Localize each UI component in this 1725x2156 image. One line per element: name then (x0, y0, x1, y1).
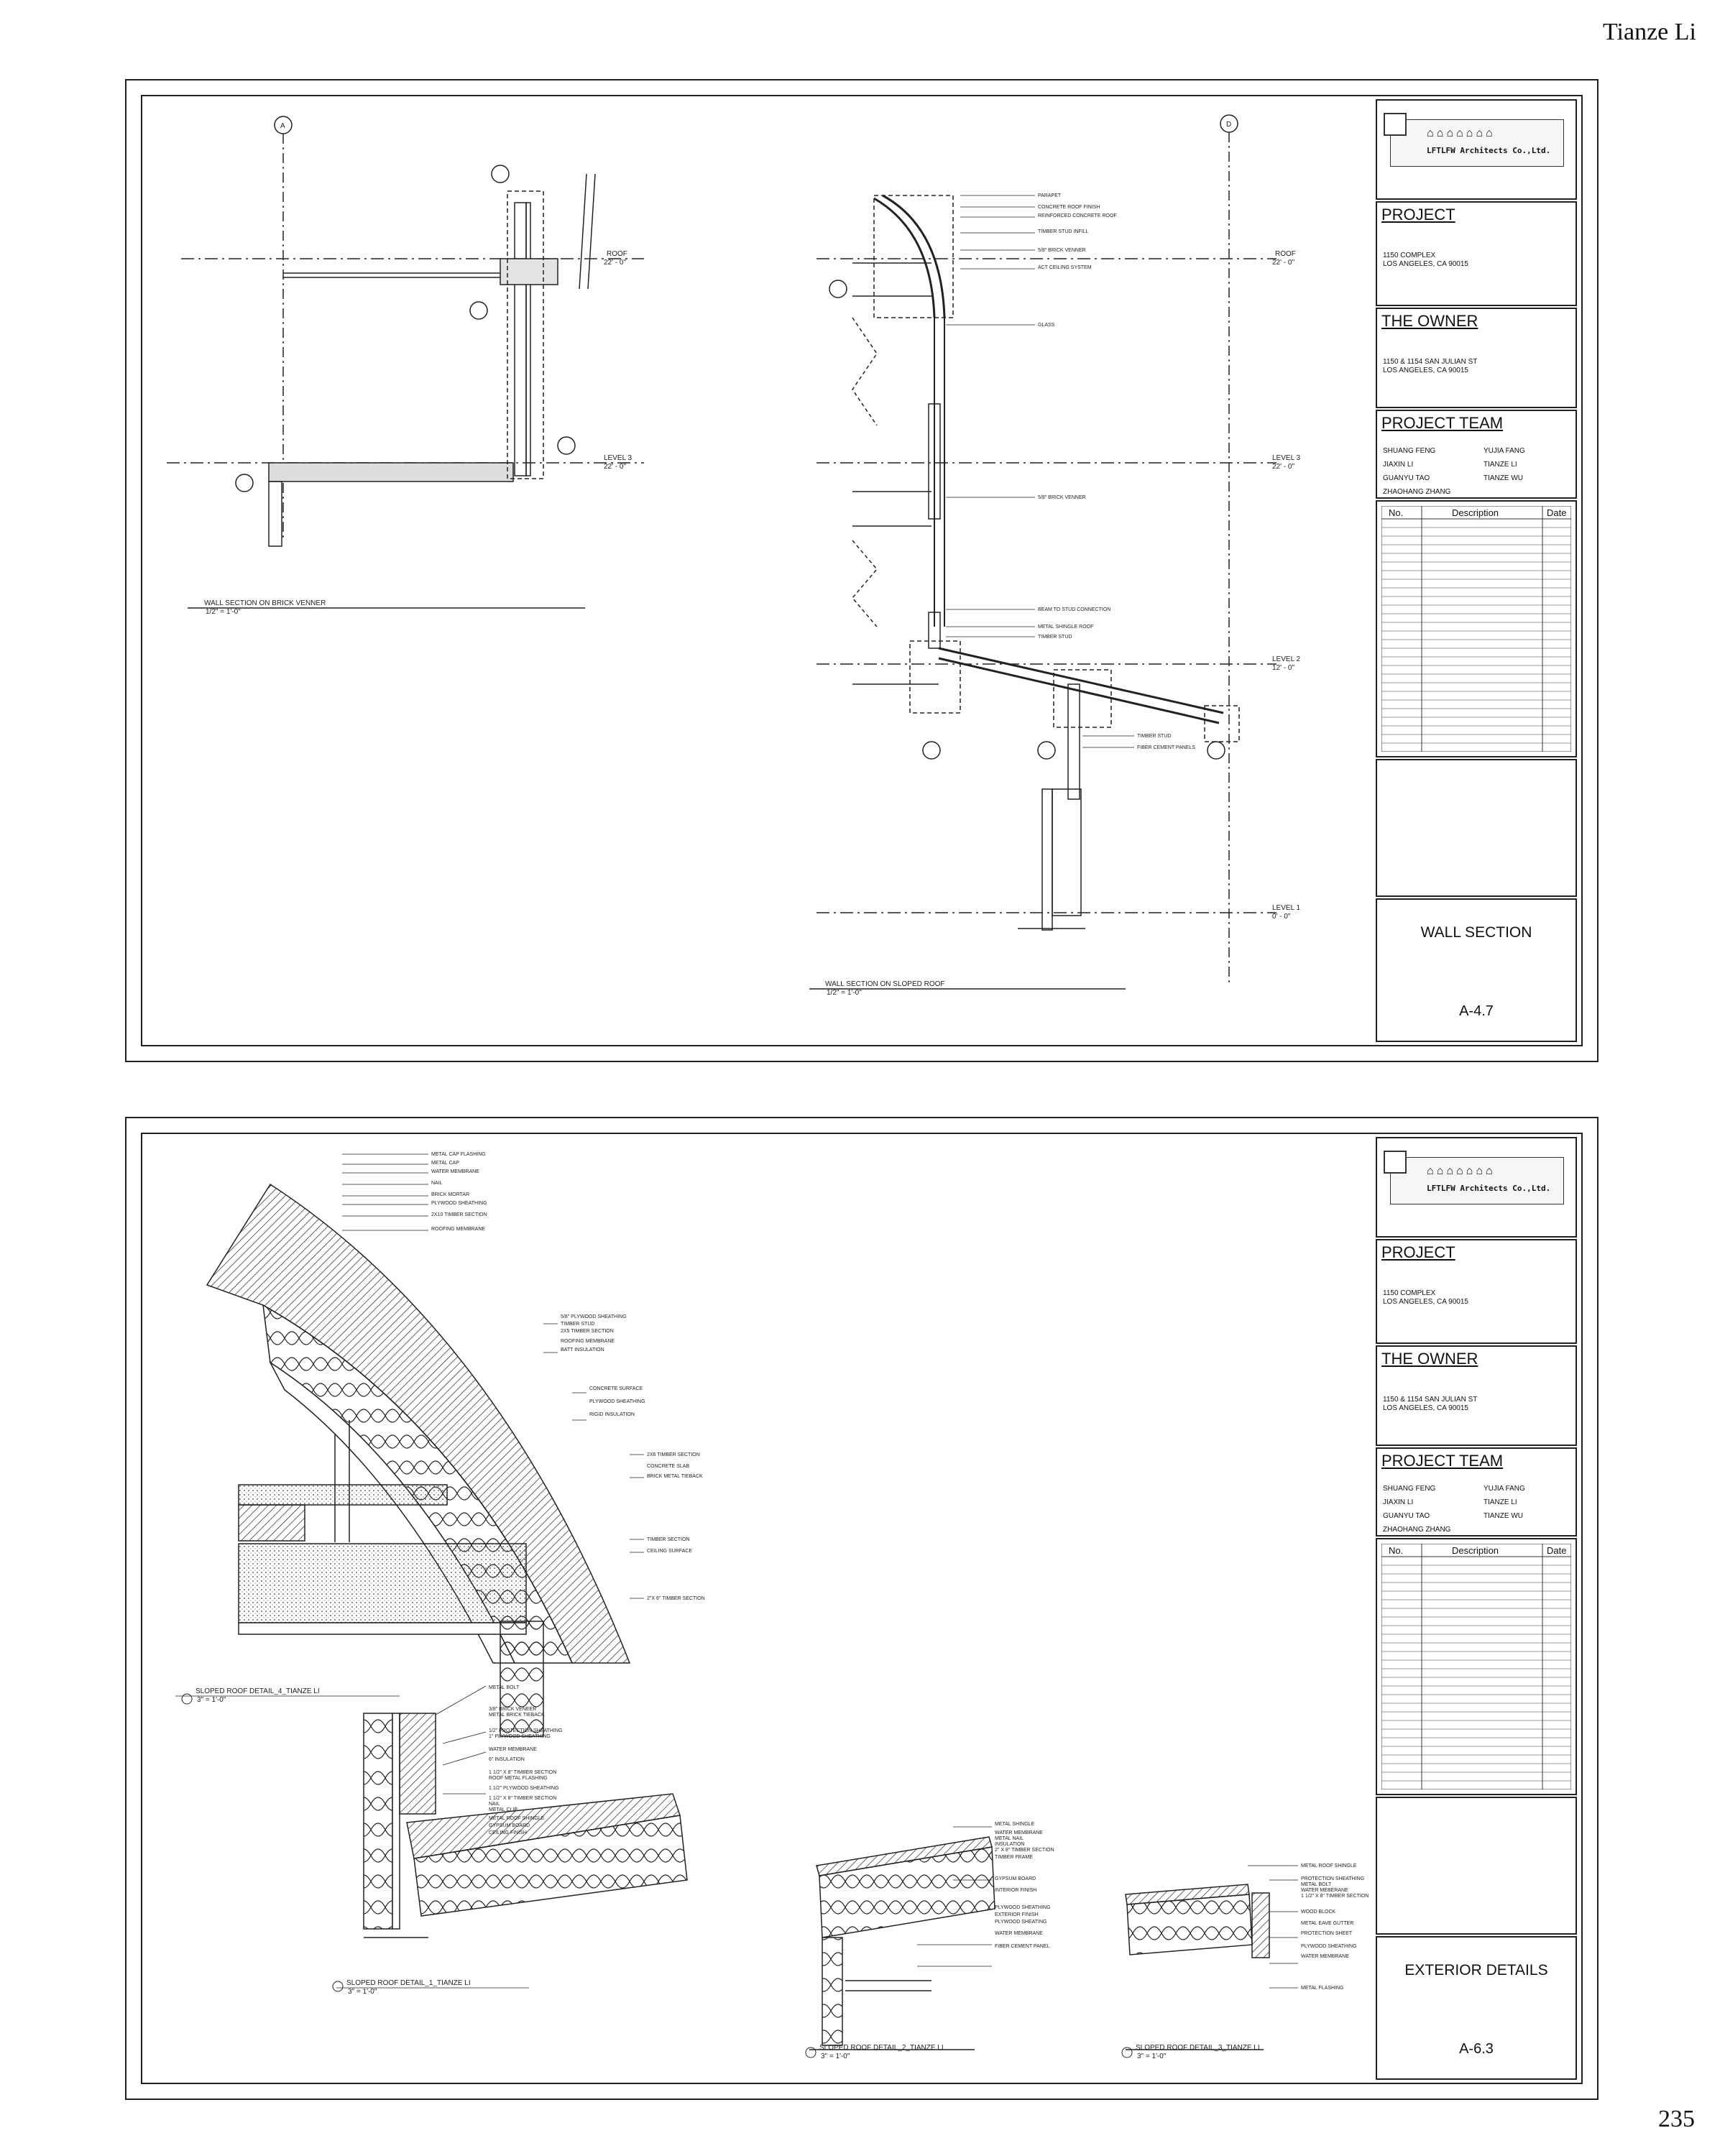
level-roof-right: ROOF (1275, 250, 1296, 258)
d1-note-10: 1 1/2" PLYWOOD SHEATHING (489, 1786, 559, 1791)
detail-title-1: WALL SECTION ON SLOPED ROOF (825, 980, 945, 988)
d4-note-22: 2"X 6" TIMBER SECTION (647, 1596, 705, 1601)
rev-col-date: Date (1547, 507, 1567, 518)
company-logo (1390, 1157, 1564, 1204)
d4-note-19: BRICK METAL TIEBACK (647, 1474, 703, 1479)
d1-note-9: ROOF METAL FLASHING (489, 1776, 548, 1781)
level-roof-left: ROOF (607, 250, 627, 258)
title-block-blank (1376, 759, 1577, 897)
d2-note-9: PLYWOOD SHEATHING (995, 1905, 1051, 1910)
note-brick-venner-2: 5/8" BRICK VENNER (1038, 495, 1086, 500)
revision-table (1376, 500, 1577, 757)
level-3-right: LEVEL 3 (1272, 454, 1301, 462)
d3-note-9: PLYWOOD SHEATHING (1301, 1944, 1357, 1949)
d3-note-2: PROTECTION SHEATHING (1301, 1876, 1365, 1881)
note-timber-stud: TIMBER STUD (1038, 635, 1072, 640)
title-block-team: PROJECT TEAM SHUANG FENG YUJIA FANG JIAXIN LI TIANZE LI GUANYU TAO TIANZE WU ZHAOHANG ZHANG (1376, 1447, 1577, 1537)
d1-title: SLOPED ROOF DETAIL_1_TIANZE LI (346, 1979, 471, 1987)
owner-heading: THE OWNER (1381, 1350, 1478, 1368)
note-reinforced-concrete-roof: REINFORCED CONCRETE ROOF (1038, 213, 1117, 218)
title-block-project (1376, 201, 1577, 306)
revision-table (1376, 1538, 1577, 1795)
level-3-right-elev: 22' - 0" (1272, 463, 1295, 471)
building-icons: ⌂⌂⌂⌂⌂⌂⌂ (1427, 127, 1496, 139)
d4-note-12: ROOFING MEMBRANE (561, 1339, 615, 1344)
title-block-logo (1376, 1137, 1577, 1238)
sheet-number: A-6.3 (1459, 2041, 1494, 2057)
rev-col-date: Date (1547, 1545, 1567, 1556)
d3-note-1: METAL ROOF SHINGLE (1301, 1864, 1357, 1869)
d1-note-5: 1" PLYWOOD SHEATHING (489, 1734, 551, 1739)
d1-scale: 3" = 1'-0" (348, 1988, 377, 1996)
sheet-title: WALL SECTION (1420, 924, 1532, 941)
d4-note-9: 5/8" PLYWOOD SHEATHING (561, 1314, 627, 1319)
d2-note-1: METAL SHINGLE (995, 1822, 1035, 1827)
detail-scale-2: 1/2" = 1'-0" (206, 608, 241, 616)
logo-square-icon (1384, 113, 1407, 136)
level-3-left-elev: 22' - 0" (604, 463, 627, 471)
title-block-owner (1376, 308, 1577, 408)
d4-note-14: CONCRETE SURFACE (589, 1386, 643, 1391)
d3-note-5: 1 1/2" X 8" TIMBER SECTION (1301, 1894, 1369, 1899)
d1-note-16: CEILING FINISH (489, 1830, 527, 1835)
d3-note-10: WATER MEMBRANE (1301, 1954, 1349, 1959)
level-2-right: LEVEL 2 (1272, 655, 1301, 663)
title-block-sheet (1376, 1936, 1577, 2080)
d4-note-21: CEILING SURFACE (647, 1549, 693, 1554)
d3-note-4: WATER MEBERANE (1301, 1888, 1348, 1893)
d3-note-3: METAL BOLT (1301, 1882, 1332, 1887)
d3-title: SLOPED ROOF DETAIL_3_TIANZE LI (1136, 2044, 1260, 2052)
d4-note-7: 2X10 TIMBER SECTION (431, 1212, 487, 1217)
sheet-exterior-details (125, 1117, 1598, 2100)
title-block-sheet (1376, 898, 1577, 1042)
building-icons: ⌂⌂⌂⌂⌂⌂⌂ (1427, 1165, 1496, 1177)
d4-note-8: ROOFING MEMBRANE (431, 1227, 486, 1232)
d1-note-8: 1 1/2" X 8" TIMBER SECTION (489, 1770, 557, 1775)
d4-scale: 3" = 1'-0" (197, 1696, 226, 1704)
note-beam-to-stud: BEAM TO STUD CONNECTION (1038, 607, 1111, 612)
owner-heading: THE OWNER (1381, 312, 1478, 330)
d1-note-4: 1/2" PROTECTION SHEATHING (489, 1728, 563, 1733)
d2-scale: 3" = 1'-0" (821, 2053, 850, 2060)
company-name: LFTLFW Architects Co.,Ltd. (1427, 146, 1551, 155)
detail-scale-1: 1/2" = 1'-0" (827, 989, 862, 997)
note-fiber-cement: FIBER CEMENT PANELS (1137, 745, 1196, 750)
d4-note-1: METAL CAP FLASHING (431, 1152, 486, 1157)
d4-note-20: TIMBER SECTION (647, 1537, 690, 1542)
title-block-logo (1376, 99, 1577, 200)
d3-note-6: WOOD BLOCK (1301, 1909, 1336, 1915)
title-block-blank (1376, 1797, 1577, 1935)
d4-note-18: CONCRETE SLAB (647, 1464, 690, 1469)
d3-note-11: METAL FLASHING (1301, 1986, 1344, 1991)
company-logo (1390, 119, 1564, 167)
note-timber-stud-infill: TIMBER STUD INFILL (1038, 229, 1089, 234)
project-info: 1150 COMPLEX LOS ANGELES, CA 90015 (1383, 1289, 1468, 1306)
sheet-number: A-4.7 (1459, 1003, 1494, 1019)
exterior-details-drawing (126, 1118, 1377, 2099)
d4-note-15: PLYWOOD SHEATHING (589, 1399, 645, 1404)
rev-col-description: Description (1452, 1545, 1499, 1556)
grid-label-d: D (1226, 121, 1232, 129)
level-roof-right-elev: 22' - 0" (1272, 259, 1295, 267)
d1-note-12: NAIL (489, 1802, 500, 1807)
owner-info: 1150 & 1154 SAN JULIAN ST LOS ANGELES, CA 90015 (1383, 1396, 1478, 1412)
wall-section-drawing (126, 80, 1377, 1061)
d2-note-2: WATER MEMBRANE (995, 1830, 1043, 1835)
revision-grid (1381, 506, 1571, 752)
d4-note-5: BRICK MORTAR (431, 1192, 470, 1197)
d4-title: SLOPED ROOF DETAIL_4_TIANZE LI (196, 1687, 320, 1695)
d1-note-2: 3/8" BRICK VENEER (489, 1707, 537, 1712)
d2-title: SLOPED ROOF DETAIL_2_TIANZE LI (819, 2044, 944, 2052)
level-2-right-elev: 12' - 0" (1272, 664, 1295, 672)
d1-note-13: METAL CLIP (489, 1807, 518, 1812)
d3-note-8: PROTECTION SHEET (1301, 1931, 1353, 1936)
d4-note-17: 2X6 TIMBER SECTION (647, 1452, 700, 1457)
d2-note-6: TIMBER FRAME (995, 1855, 1033, 1860)
project-info: 1150 COMPLEX LOS ANGELES, CA 90015 (1383, 252, 1468, 268)
logo-square-icon (1384, 1151, 1407, 1174)
d2-note-4: INSULATION (995, 1842, 1025, 1847)
d1-note-3: METAL BRICK TIEBACK (489, 1713, 545, 1718)
d4-note-11: 2X5 TIMBER SECTION (561, 1329, 614, 1334)
d4-note-10: TIMBER STUD (561, 1322, 595, 1327)
note-concrete-roof-finish: CONCRETE ROOF FINISH (1038, 205, 1100, 210)
note-metal-shingle-roof: METAL SHINGLE ROOF (1038, 625, 1094, 630)
d4-note-3: WATER MEMBRANE (431, 1169, 479, 1174)
revision-grid (1381, 1544, 1571, 1789)
detail-title-2: WALL SECTION ON BRICK VENNER (204, 599, 326, 607)
title-block-team: PROJECT TEAM SHUANG FENG YUJIA FANG JIAXIN LI TIANZE LI GUANYU TAO TIANZE WU ZHAOHANG ZHANG (1376, 410, 1577, 499)
company-name: LFTLFW Architects Co.,Ltd. (1427, 1184, 1551, 1193)
d4-note-2: METAL CAP (431, 1161, 459, 1166)
note-parapet: PARAPET (1038, 193, 1062, 198)
d2-note-12: WATER MEMBRANE (995, 1931, 1043, 1936)
sheet-title: EXTERIOR DETAILS (1404, 1962, 1548, 1978)
project-heading: PROJECT (1381, 1243, 1455, 1261)
d1-note-11: 1 1/2" X 8" TIMBER SECTION (489, 1796, 557, 1801)
level-3-left: LEVEL 3 (604, 454, 632, 462)
level-1-right-elev: 0' - 0" (1272, 913, 1291, 921)
rev-col-no: No. (1389, 507, 1404, 518)
team-heading: PROJECT TEAM (1381, 1452, 1504, 1470)
grid-label-a: A (280, 122, 285, 130)
note-brick-venner: 5/8" BRICK VENNER (1038, 248, 1086, 253)
sheet-wall-section (125, 79, 1598, 1062)
team-heading: PROJECT TEAM (1381, 414, 1504, 432)
d1-note-15: GYPSUM BOARD (489, 1823, 530, 1828)
title-block-owner (1376, 1345, 1577, 1446)
d1-note-1: METAL BOLT (489, 1685, 520, 1690)
level-roof-left-elev: 22' - 0" (604, 259, 627, 267)
project-heading: PROJECT (1381, 206, 1455, 224)
d4-note-13: BATT INSULATION (561, 1348, 604, 1353)
note-glass: GLASS (1038, 323, 1055, 328)
d2-note-7: GYPSUM BOARD (995, 1876, 1036, 1881)
owner-info: 1150 & 1154 SAN JULIAN ST LOS ANGELES, CA 90015 (1383, 358, 1478, 374)
d3-note-7: METAL EAVE GUTTER (1301, 1921, 1354, 1926)
rev-col-description: Description (1452, 507, 1499, 518)
note-timber-stud-2: TIMBER STUD (1137, 734, 1172, 739)
d2-note-10: EXTERIOR FINISH (995, 1912, 1039, 1917)
d2-note-11: PLYWOOD SHEATING (995, 1920, 1047, 1925)
rev-col-no: No. (1389, 1545, 1404, 1556)
d1-note-14: METAL ROOF SHINGLE (489, 1816, 545, 1821)
title-block-project (1376, 1239, 1577, 1344)
d4-note-4: NAIL (431, 1181, 443, 1186)
page-author: Tianze Li (1602, 19, 1696, 45)
d2-note-8: INTERIOR FINISH (995, 1888, 1037, 1893)
d2-note-13: FIBER CEMENT PANEL (995, 1944, 1050, 1949)
page-number: 235 (1658, 2106, 1695, 2132)
d4-note-6: PLYWOOD SHEATHING (431, 1201, 487, 1206)
d2-note-5: 2" X 8" TIMBER SECTION (995, 1848, 1054, 1853)
note-act-ceiling: ACT CEILING SYSTEM (1038, 265, 1092, 270)
d1-note-6: WATER MEMBRANE (489, 1747, 537, 1752)
d4-note-16: RIGID INSULATION (589, 1412, 635, 1417)
d2-note-3: METAL NAIL (995, 1836, 1024, 1841)
level-1-right: LEVEL 1 (1272, 904, 1301, 912)
d1-note-7: 6" INSULATION (489, 1757, 525, 1762)
d3-scale: 3" = 1'-0" (1137, 2053, 1167, 2060)
